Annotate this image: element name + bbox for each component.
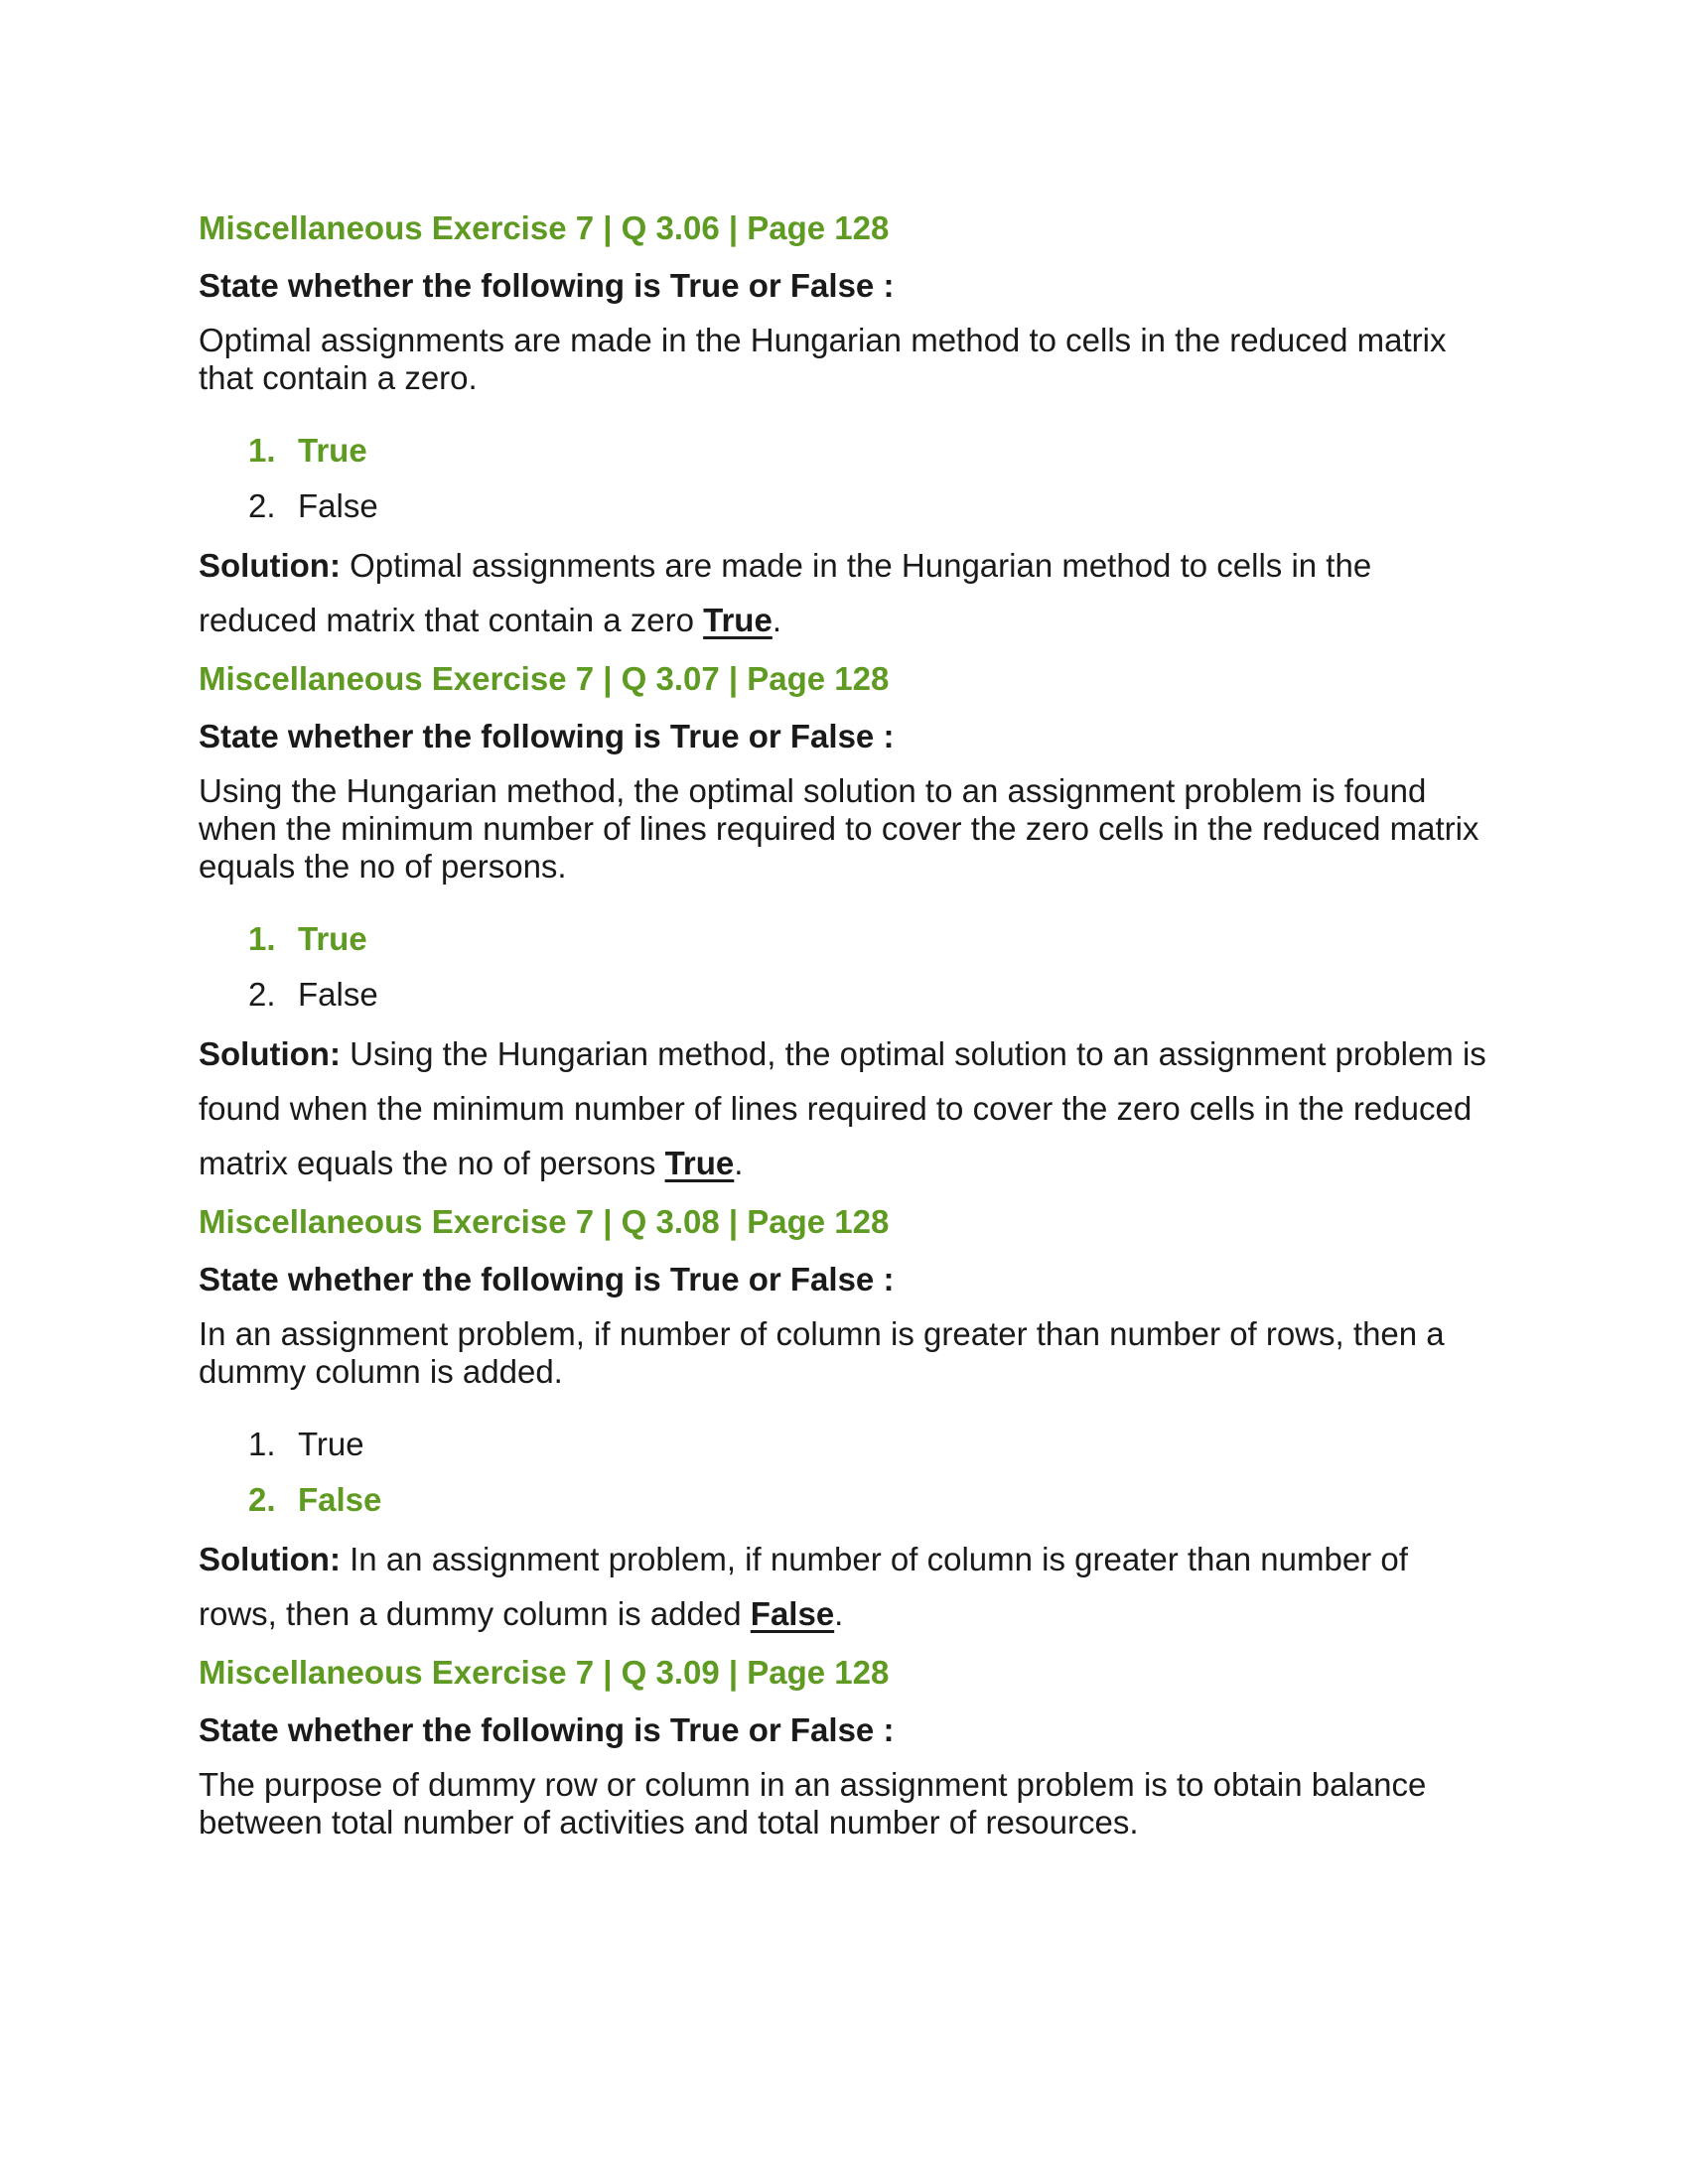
option-number: 1.	[248, 920, 276, 957]
option-label: True	[298, 920, 367, 957]
option-true	[248, 1425, 1489, 1464]
question-statement: Using the Hungarian method, the optimal solution to an assignment problem is found when the minimum number of lines required to cover the zero cells in the reduced matrix equals the no of persons.	[199, 772, 1479, 885]
solution-answer: True	[664, 1145, 735, 1181]
option-label: False	[298, 487, 378, 524]
solution-label: Solution:	[199, 1541, 341, 1577]
option-true	[248, 431, 1489, 471]
options-list	[199, 1425, 1489, 1520]
solution-end: .	[834, 1595, 844, 1632]
question-instruction: State whether the following is True or False :	[199, 1261, 895, 1297]
question-instruction: State whether the following is True or False :	[199, 718, 895, 754]
option-label: False	[298, 976, 378, 1013]
question-heading[interactable]: Miscellaneous Exercise 7 | Q 3.09 | Page 128	[199, 1654, 890, 1691]
question-statement: In an assignment problem, if number of column is greater than number of rows, then a dummy column is added.	[199, 1315, 1445, 1390]
options-list	[199, 919, 1489, 1015]
option-false	[248, 975, 1489, 1015]
option-true	[248, 919, 1489, 959]
option-label: True	[298, 1426, 364, 1462]
question-statement: The purpose of dummy row or column in an assignment problem is to obtain balance between total number of activities and total number of resources.	[199, 1766, 1427, 1841]
solution-answer: True	[703, 602, 773, 638]
question-instruction: State whether the following is True or False :	[199, 1711, 895, 1748]
question-3-09	[199, 1653, 1489, 1842]
solution-end: .	[772, 602, 781, 638]
question-3-08	[199, 1202, 1489, 1641]
option-label: False	[298, 1481, 382, 1518]
question-heading[interactable]: Miscellaneous Exercise 7 | Q 3.07 | Page 128	[199, 660, 890, 697]
option-number: 1.	[248, 432, 276, 469]
options-list	[199, 431, 1489, 526]
option-false	[248, 486, 1489, 526]
option-false	[248, 1480, 1489, 1520]
solution	[199, 1532, 1489, 1641]
question-statement: Optimal assignments are made in the Hungarian method to cells in the reduced matrix that contain a zero.	[199, 322, 1447, 396]
question-3-06	[199, 208, 1489, 647]
question-instruction: State whether the following is True or False :	[199, 267, 895, 304]
solution-end: .	[734, 1145, 744, 1181]
document-page	[199, 208, 1489, 1842]
solution-text: Optimal assignments are made in the Hungarian method to cells in the reduced matrix that contain a zero	[199, 547, 1372, 638]
question-heading[interactable]: Miscellaneous Exercise 7 | Q 3.06 | Page 128	[199, 209, 890, 246]
question-3-07	[199, 659, 1489, 1190]
option-number: 2.	[248, 487, 276, 524]
question-heading[interactable]: Miscellaneous Exercise 7 | Q 3.08 | Page 128	[199, 1203, 890, 1240]
solution-label: Solution:	[199, 1035, 341, 1072]
solution-answer: False	[750, 1595, 835, 1632]
option-number: 2.	[248, 976, 276, 1013]
option-number: 1.	[248, 1426, 276, 1462]
solution	[199, 1026, 1489, 1190]
option-label: True	[298, 432, 367, 469]
option-number: 2.	[248, 1481, 276, 1518]
solution-text: In an assignment problem, if number of column is greater than number of rows, then a dummy column is added	[199, 1541, 1408, 1632]
solution-text: Using the Hungarian method, the optimal solution to an assignment problem is found when the minimum number of lines required to cover the zero cells in the reduced matrix equals the no of persons	[199, 1035, 1486, 1181]
solution	[199, 538, 1489, 647]
solution-label: Solution:	[199, 547, 341, 584]
